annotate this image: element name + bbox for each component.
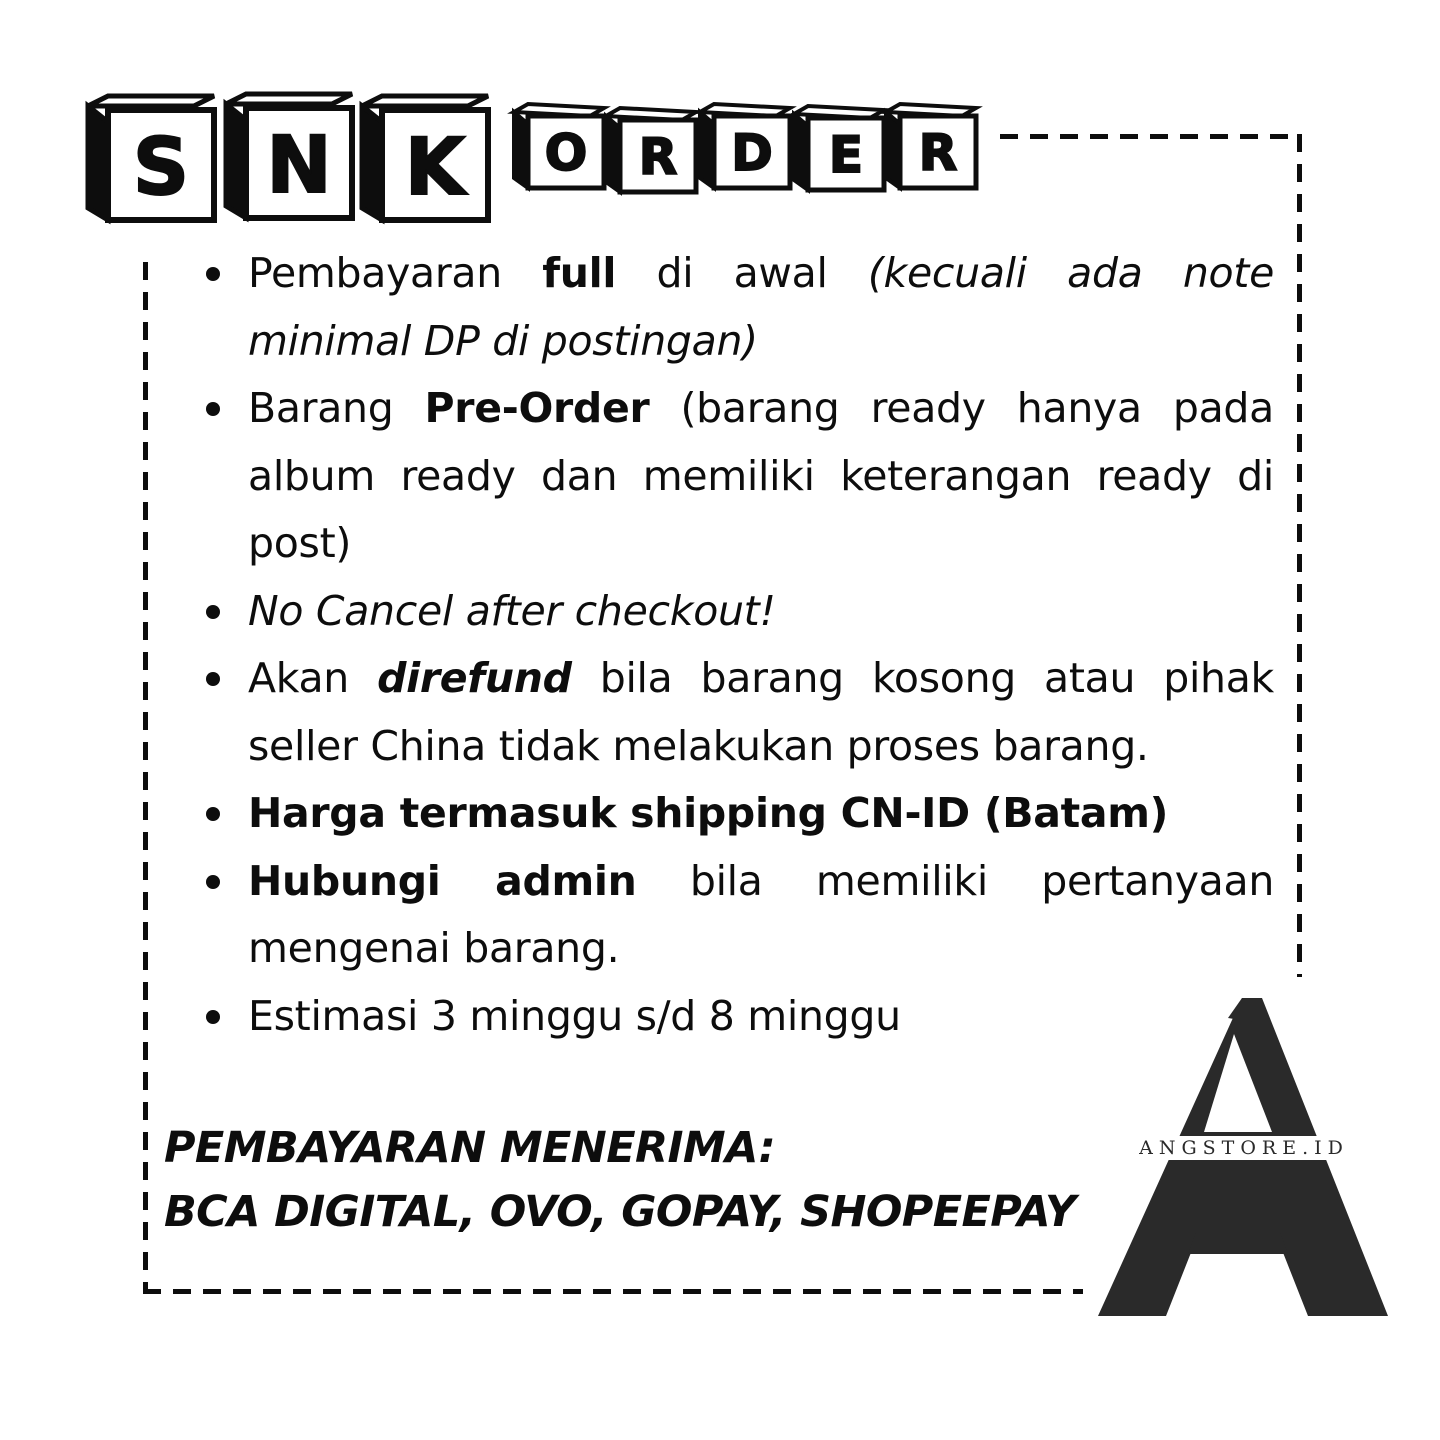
title-block bbox=[226, 94, 356, 220]
term-text: di awal bbox=[616, 249, 868, 297]
title-letter: R bbox=[918, 124, 958, 182]
term-refund bbox=[200, 645, 1274, 780]
term-emphasis: direfund bbox=[377, 654, 572, 702]
term-emphasis: Pre-Order bbox=[424, 384, 650, 432]
title-letter: R bbox=[638, 128, 678, 186]
title-letter: N bbox=[266, 121, 332, 211]
payment-heading: PEMBAYARAN MENERIMA: bbox=[164, 1123, 776, 1173]
term-text: Pembayaran bbox=[248, 249, 543, 297]
frame-top-dash bbox=[1000, 134, 1302, 139]
snk-order-title bbox=[80, 88, 980, 228]
title-block bbox=[514, 104, 606, 190]
title-block bbox=[794, 106, 886, 192]
term-text: Estimasi 3 minggu s/d 8 minggu bbox=[248, 991, 901, 1040]
term-text: Harga termasuk shipping CN-ID (Batam) bbox=[248, 789, 1169, 837]
term-shipping bbox=[200, 780, 1274, 848]
title-letter: O bbox=[544, 124, 588, 182]
brand-name: ANGSTORE.ID bbox=[1136, 1136, 1352, 1160]
term-emphasis: full bbox=[542, 249, 617, 297]
frame-bottom-dash bbox=[143, 1289, 1083, 1294]
term-text: Barang bbox=[248, 384, 425, 432]
term-pre-order bbox=[200, 375, 1274, 578]
title-block bbox=[88, 96, 218, 222]
payment-methods: BCA DIGITAL, OVO, GOPAY, SHOPEEPAY bbox=[164, 1187, 1076, 1237]
terms-list bbox=[200, 240, 1274, 1050]
term-text: Akan bbox=[248, 654, 378, 702]
term-text: No Cancel after checkout! bbox=[248, 586, 776, 635]
title-letter: D bbox=[731, 124, 773, 182]
term-text: bila barang kosong atau pihak seller China tidak melakukan proses barang. bbox=[248, 654, 1275, 770]
term-no-cancel bbox=[200, 578, 1274, 646]
term-text: (barang ready hanya pada album ready dan memiliki keterangan ready di post) bbox=[248, 384, 1274, 567]
title-block bbox=[886, 104, 978, 190]
payment-section bbox=[164, 1116, 1076, 1244]
title-letter: S bbox=[132, 123, 190, 213]
frame-right-dash bbox=[1297, 134, 1302, 977]
term-contact-admin bbox=[200, 848, 1274, 983]
term-note: (kecuali ada note minimal DP di postingan) bbox=[248, 249, 1274, 365]
term-emphasis: Hubungi admin bbox=[248, 856, 637, 905]
title-block bbox=[362, 96, 492, 222]
frame-left-dash bbox=[143, 262, 148, 1294]
term-text: bila memiliki pertanyaan mengenai barang. bbox=[248, 856, 1275, 972]
title-letter: K bbox=[404, 123, 466, 213]
term-full-payment bbox=[200, 240, 1274, 375]
title-block bbox=[700, 104, 792, 190]
title-letter: E bbox=[828, 126, 864, 184]
title-block bbox=[606, 108, 698, 194]
